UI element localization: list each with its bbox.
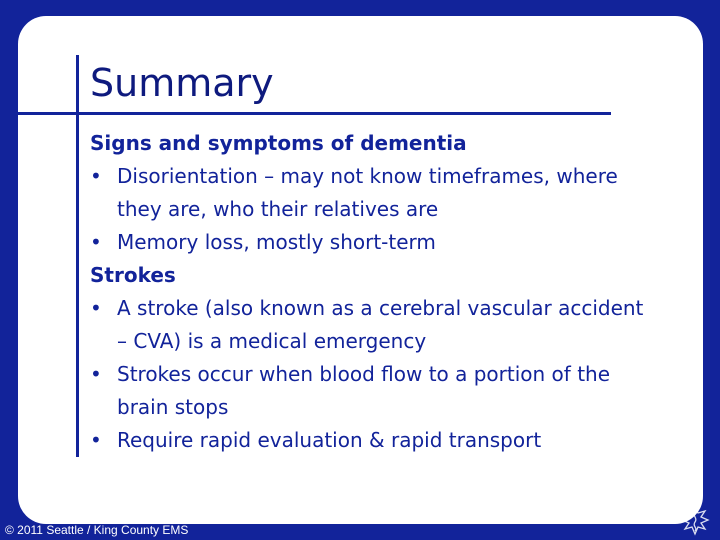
bullet-text — [117, 226, 687, 259]
page-title: Summary — [90, 61, 274, 105]
bullet-icon: • — [90, 296, 102, 320]
slide-content — [90, 127, 690, 457]
bullet-line: Memory loss, mostly short-term — [117, 230, 436, 254]
bullet-line: Disorientation – may not know timeframes, where — [117, 164, 618, 188]
bullet-text — [117, 292, 687, 358]
bullet-item — [90, 160, 690, 226]
bullet-line: Strokes occur when blood flow to a portion of the — [117, 362, 611, 386]
bullet-icon: • — [90, 230, 102, 254]
bullet-item — [90, 424, 690, 457]
bullet-line: they are, who their relatives are — [117, 197, 439, 221]
bullet-item — [90, 292, 690, 358]
bullet-line: – CVA) is a medical emergency — [117, 329, 427, 353]
bullet-icon: • — [90, 164, 102, 188]
star-of-life-logo-icon — [674, 502, 716, 538]
bullet-item — [90, 226, 690, 259]
section-heading-strokes: Strokes — [90, 263, 176, 287]
bullet-text — [117, 358, 687, 424]
bullet-icon: • — [90, 362, 102, 386]
bullet-line: Require rapid evaluation & rapid transport — [117, 428, 542, 452]
bullet-icon: • — [90, 428, 102, 452]
footer-copyright: © 2011 Seattle / King County EMS — [5, 523, 189, 537]
bullet-line: brain stops — [117, 395, 229, 419]
bullet-item — [90, 358, 690, 424]
section-heading-dementia: Signs and symptoms of dementia — [90, 131, 467, 155]
title-underline — [4, 112, 611, 115]
bullet-line: A stroke (also known as a cerebral vascular accident — [117, 296, 644, 320]
bullet-text — [117, 424, 687, 457]
bullet-text — [117, 160, 687, 226]
vertical-divider — [76, 55, 79, 457]
